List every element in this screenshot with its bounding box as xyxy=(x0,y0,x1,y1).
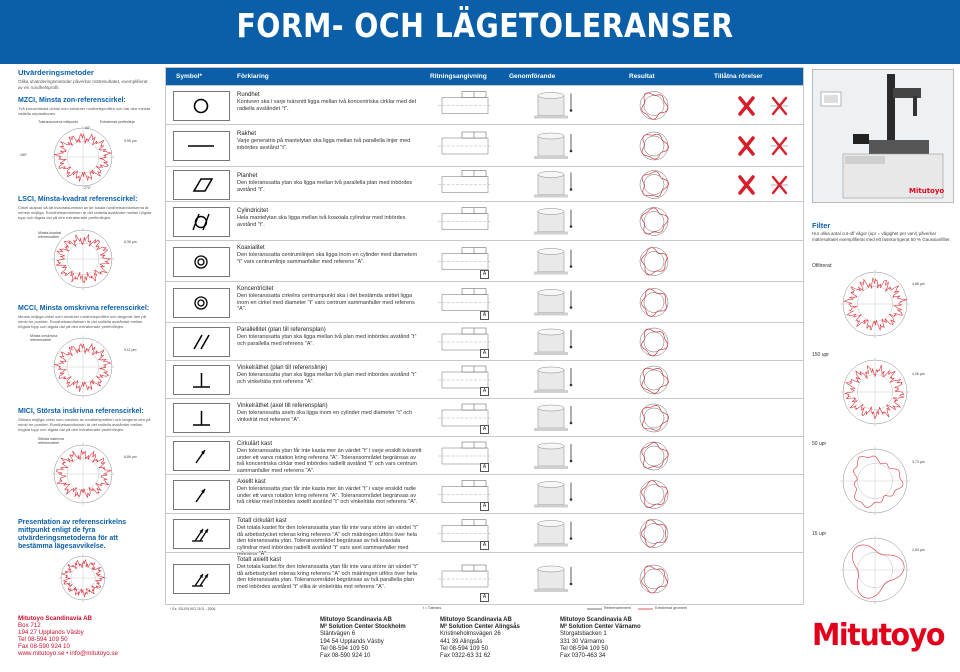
row-title: Totalt axiellt kast xyxy=(237,557,282,563)
lsci-caption-1: Minsta-kvadrat referenscirkel xyxy=(38,231,61,239)
result-sketch xyxy=(618,284,698,326)
unfiltered-value: 4,88 µm xyxy=(912,282,925,286)
result-sketch xyxy=(618,88,698,128)
row-description: Den toleranssatta axeln ska ligga inom en cylinder med diameter "t" och vinkelrät mot referens "A". xyxy=(237,410,413,423)
filter-150-value: 4,06 µm xyxy=(912,372,925,376)
drawing-indication xyxy=(428,517,506,555)
address-line: Släntvägen 6 xyxy=(320,631,356,638)
drawing-indication xyxy=(428,364,506,401)
not-allowed-x-icon xyxy=(738,96,755,116)
circle-symbol-icon xyxy=(173,91,230,121)
table-row xyxy=(166,474,803,514)
mzci-caption-1: Toleranszonens mittpunkt xyxy=(38,120,78,124)
execution-sketch xyxy=(516,401,606,440)
footer-company xyxy=(18,616,158,657)
execution-sketch xyxy=(516,169,606,205)
row-title: Totalt cirkulärt kast xyxy=(237,518,287,524)
datum-label: A xyxy=(480,502,489,511)
col-result: Resultat xyxy=(629,73,655,80)
table-header xyxy=(166,68,803,85)
cylindricity-symbol-icon xyxy=(173,207,230,237)
row-title: Koaxialitet xyxy=(237,245,265,251)
row-description: Konturen ska i varje tvärsnitt ligga mellan två koncentriska cirklar med det radiella avståndet "t". xyxy=(237,99,417,112)
address-line: Tel 08-594 109 50 xyxy=(560,645,609,652)
table-row xyxy=(166,281,803,323)
page-header xyxy=(0,0,960,64)
concentric-symbol-icon xyxy=(173,247,230,277)
address-line: Fax 08-590 924 10 xyxy=(320,653,371,660)
row-description: Hela mantelytan ska ligga mellan två koaxiala cylindrar med inbördes avstånd "t". xyxy=(237,215,406,228)
address-varnamo xyxy=(560,617,641,660)
roundness-machine-image xyxy=(812,69,954,203)
col-allowed-moves: Tillåtna rörelser xyxy=(714,73,763,80)
table-row xyxy=(166,322,803,361)
mzci-desc: Två koncentriska cirklar som omsluter rundhetsprofilen och har den minsta radiella separationen. xyxy=(18,106,151,116)
footer-company-line: Box 712 xyxy=(18,621,41,629)
execution-sketch xyxy=(516,555,606,608)
table-footnote: * Ex. SS-EN ISO 1101 : 2006 xyxy=(170,607,216,611)
drawing-indication xyxy=(428,285,506,325)
address-stockholm xyxy=(320,617,406,660)
address-line: Mitutoyo Scandinavia AB xyxy=(560,617,632,623)
row-title: Planhet xyxy=(237,173,258,179)
address-line: Mitutoyo Scandinavia AB xyxy=(440,617,512,623)
mitutoyo-logo: Mitutoyo xyxy=(812,618,945,653)
address-line: Storgatsbacken 1 xyxy=(560,631,607,638)
table-row xyxy=(166,201,803,241)
mcci-title: MCCI, Minsta omskrivna referenscirkel: xyxy=(18,305,150,312)
result-sketch xyxy=(618,439,698,478)
drawing-indication xyxy=(428,402,506,439)
not-allowed-x-icon xyxy=(738,136,755,156)
line-symbol-icon xyxy=(173,131,230,161)
row-description: Det totala kastet för den toleranssatta ytan får inte vara större än värdet "t" då arbetsstycket roteras kring referens "A" och mätningen utförs över hela den toleranssatta ytan. Toleransområdet begränsas av två koaxiala cylindrar med inbördes radiellt avstånd "t" vars axel sammanfaller med referens "A". xyxy=(237,525,418,557)
legend-tolerance: t = Tolerans xyxy=(423,606,442,610)
totalrunout-symbol-icon xyxy=(173,519,230,549)
execution-sketch xyxy=(516,439,606,478)
legend-lines xyxy=(585,606,695,612)
execution-sketch xyxy=(516,204,606,244)
mici-title: MICI, Största inskrivna referenscirkel: xyxy=(18,408,144,415)
filter-15-polar-plot xyxy=(830,534,920,606)
intro-title: Utvärderingsmetoder xyxy=(18,68,94,77)
result-sketch xyxy=(618,127,698,170)
address-line: Kristineholmsvägen 26 xyxy=(440,631,501,638)
totalrunout-symbol-icon xyxy=(173,564,230,594)
datum-label: A xyxy=(480,349,489,358)
drawing-indication xyxy=(428,440,506,477)
execution-sketch xyxy=(516,284,606,326)
datum-label: A xyxy=(480,387,489,396)
row-description: Varje generatris på mantelytan ska ligga mellan två parallella linjer med inbördes avstånd "t". xyxy=(237,138,411,151)
col-symbol: Symbol* xyxy=(176,73,203,80)
angle-label-left: 180° xyxy=(20,153,28,157)
mzci-title: MZCI, Minsta zon-referenscirkel: xyxy=(18,97,126,104)
row-description: Den toleranssatta ytan får inte kasta mer än värdet "t" i varje enskild radie under ett varvs rotation kring referens "A". Toleransområdet begränsas av två cirklar med inbördes axiellt avstånd "t" och vinkelräta mot referens "A". xyxy=(237,486,418,505)
concentric-symbol-icon xyxy=(173,288,230,318)
not-allowed-x-icon xyxy=(771,136,788,156)
execution-sketch xyxy=(516,516,606,556)
execution-sketch xyxy=(516,477,606,517)
result-sketch xyxy=(618,555,698,608)
drawing-indication xyxy=(428,170,506,204)
table-row xyxy=(166,166,803,202)
table-row xyxy=(166,552,803,605)
datum-label: A xyxy=(480,593,489,602)
address-line: Tel 08-594 109 50 xyxy=(440,645,489,652)
mici-desc: Största möjliga cirkel som omsluts av rundhetsprofilen och tangerar den på minst tre punkter. Rundhetsavvikelsen är det radiella avståndet mellan högsta topp och lägsta dal på den extraherade periferilinjen. xyxy=(18,417,151,432)
presentation-polar-plot xyxy=(38,552,128,604)
drawing-indication xyxy=(428,556,506,607)
mcci-value: 9,11 µm xyxy=(124,348,137,352)
table-row xyxy=(166,240,803,282)
not-allowed-x-icon xyxy=(771,175,788,195)
result-sketch xyxy=(618,243,698,285)
col-drawing: Ritningsangivning xyxy=(430,73,487,80)
datum-label: A xyxy=(480,541,489,550)
mcci-desc: Minsta möjliga cirkel som omsluter rundhetsprofilen och tangerar den på minst tre punkter. Rundhetsavvikelsen är det radiella avståndet mellan högsta topp och lägsta dal på den extraherade periferilinjen. xyxy=(18,314,146,329)
filter-desc: Hur olika antal cut-off vågor (upr = vågighet per varv) påverkar mätresultatet exemplifierat med ett fasskorrigerat 50 % Gaussianfilter. xyxy=(812,231,951,242)
mici-polar-plot xyxy=(38,441,128,507)
runout-symbol-icon xyxy=(173,441,230,471)
unfiltered-label: Ofiltrerat: xyxy=(812,263,833,269)
lsci-title: LSCI, Minsta-kvadrat referenscirkel: xyxy=(18,196,138,203)
filter-50-value: 3,73 µm xyxy=(912,460,925,464)
angle-label-bottom: 270° xyxy=(84,186,92,190)
mici-value: 6,86 µm xyxy=(124,455,137,459)
filter-150-polar-plot xyxy=(830,356,920,428)
row-description: Den toleranssatta centrumlinjen ska ligga inom en cylinder med diametern "t" vars centrumlinje sammanfaller med referens "A". xyxy=(237,252,418,265)
not-allowed-x-icon xyxy=(771,96,788,116)
row-title: Rakhet xyxy=(237,131,257,137)
footer-company-line: 194 27 Upplands Väsby xyxy=(18,628,84,636)
result-sketch xyxy=(618,363,698,402)
filter-15-label: 15 upr xyxy=(812,531,827,537)
row-title: Cylindricitet xyxy=(237,208,269,214)
filter-50-polar-plot xyxy=(830,445,920,517)
address-line: 331 30 Värnamo xyxy=(560,638,605,645)
address-line: Fax 0322-63 31 62 xyxy=(440,653,491,660)
runout-symbol-icon xyxy=(173,480,230,510)
result-sketch xyxy=(618,325,698,364)
address-line: Tel 08-594 109 50 xyxy=(320,645,369,652)
drawing-indication xyxy=(428,244,506,284)
parallel-symbol-icon xyxy=(173,327,230,357)
drawing-indication xyxy=(428,326,506,363)
parallelogram-symbol-icon xyxy=(173,170,230,200)
page-title: FORM- OCH LÄGETOLERANSER xyxy=(236,6,734,45)
table-row xyxy=(166,360,803,399)
result-sketch xyxy=(618,169,698,205)
not-allowed-x-icon xyxy=(738,175,755,195)
address-line: M³ Solution Center Alingsås xyxy=(440,624,520,631)
row-title: Cirkulärt kast xyxy=(237,441,273,447)
result-sketch xyxy=(618,516,698,556)
datum-label: A xyxy=(480,270,489,279)
row-title: Parallellitet (plan till referensplan) xyxy=(237,327,326,333)
intro-desc: Olika utvärderingsmetoder påverkar mätresultatet, exemplifierat av en rundhetsprofil. xyxy=(18,79,148,90)
lsci-value: 6,36 µm xyxy=(124,240,137,244)
address-line: M³ Solution Center Stockholm xyxy=(320,624,406,631)
table-row xyxy=(166,124,803,167)
row-title: Axiellt kast xyxy=(237,479,266,485)
row-title: Koncentricitet xyxy=(237,286,274,292)
datum-label: A xyxy=(480,425,489,434)
col-explanation: Förklaring xyxy=(237,73,269,80)
drawing-indication xyxy=(428,89,506,127)
perpendicular-symbol-icon xyxy=(173,365,230,395)
table-row xyxy=(166,398,803,437)
drawing-indication xyxy=(428,128,506,169)
unfiltered-polar-plot xyxy=(830,268,920,340)
row-description: Den toleranssatta ytan ska ligga mellan två plan med inbördes avstånd "t" och vinkelräta mot referens "A". xyxy=(237,372,417,385)
legend-reference: Referenselement xyxy=(604,606,631,610)
filter-15-value: 2,84 µm xyxy=(912,548,925,552)
lsci-desc: Cirkel skapad så att kvadratsumman av de lokala rundhetsavvikelserna är minsta möjliga. Rundhetsavvikelsen är det radiella avståndet mellan högsta topp och lägsta dal på den extraherade periferilinjen. xyxy=(18,205,152,220)
execution-sketch xyxy=(516,88,606,128)
mzci-caption-2: Extraherad periferilinje xyxy=(100,120,136,124)
table-row xyxy=(166,85,803,125)
row-description: Den toleranssatta ytan ska ligga mellan två plan med inbördes avstånd "t" och parallella med referens "A". xyxy=(237,334,417,347)
row-description: Den toleranssatta ytan ska ligga mellan två parallella plan med inbördes avstånd "t". xyxy=(237,180,413,193)
filter-50-label: 50 upr xyxy=(812,441,827,447)
svg-text:Mitutoyo: Mitutoyo xyxy=(909,187,945,195)
footer-company-line: Fax 08-590 924 10 xyxy=(18,642,70,650)
row-title: Vinkelräthet (axel till referensplan) xyxy=(237,403,328,409)
row-title: Rundhet xyxy=(237,92,260,98)
mcci-polar-plot xyxy=(38,334,128,400)
address-line: 441 39 Alingsås xyxy=(440,638,483,645)
execution-sketch xyxy=(516,325,606,364)
footer-company-line: Tel 08-594 109 50 xyxy=(18,635,68,643)
execution-sketch xyxy=(516,363,606,402)
row-description: Den toleranssatta cirkelns centrumpunkt ska i det bestämda snittet ligga inom en cirkel med diameter "t" vars centrum sammanfaller med referens "A". xyxy=(237,293,415,312)
lsci-polar-plot xyxy=(38,226,128,292)
perpendicular-symbol-icon xyxy=(173,403,230,433)
address-line: Mitutoyo Scandinavia AB xyxy=(320,617,392,623)
table-row xyxy=(166,513,803,557)
footer-company-line: Mitutoyo Scandinavia AB xyxy=(18,615,93,622)
row-title: Vinkelräthet (plan till referenslinje) xyxy=(237,365,328,371)
mcci-caption-1: Minsta omskrivna referenscirkel xyxy=(30,334,58,342)
filter-150-label: 150 upr xyxy=(812,352,829,358)
filter-title: Filter xyxy=(812,221,831,230)
execution-sketch xyxy=(516,243,606,285)
result-sketch xyxy=(618,204,698,244)
footer-website-link[interactable]: www.mitutoyo.se • info@mitutoyo.se xyxy=(18,649,118,657)
datum-label: A xyxy=(480,463,489,472)
row-description: Den toleranssatta ytan får inte kasta mer än värdet "t" i varje enskilt tvärsnitt under ett varvs rotation kring referens "A". Toleransområdet begränsas av två koncentriska cirklar med inbördes radiellt avstånd "t" och vars centrum sammanfaller med referens "A". xyxy=(237,448,422,474)
mzci-polar-plot xyxy=(38,124,128,190)
address-alingsas xyxy=(440,617,520,660)
presentation-title: Presentation av referenscirkelns mittpunkt enligt de fyra utvärderingsmetoderna för att bestämma lägesavvikelse. xyxy=(18,519,127,550)
row-description: Det totala kastet för den toleranssatta ytan får inte vara större än värdet "t" då arbetsstycket roteras kring referens "A" och mätningen utförs över hela den toleranssatta ytan. Toleransområdet begränsas av två parallella plan med inbördes avstånd "t" vilka är vinkelräta mot referens "A". xyxy=(237,564,418,590)
result-sketch xyxy=(618,401,698,440)
drawing-indication xyxy=(428,205,506,243)
angle-label-top: 90° xyxy=(85,126,91,130)
table-row xyxy=(166,436,803,475)
address-line: 194 54 Upplands Väsby xyxy=(320,638,384,645)
address-line: M³ Solution Center Värnamo xyxy=(560,624,641,631)
mici-caption-1: Största inskrivna referenscirkel xyxy=(38,437,64,445)
result-sketch xyxy=(618,477,698,517)
legend-extracted: Extraherad geometri xyxy=(655,606,687,610)
mzci-value: 5,95 µm xyxy=(124,139,137,143)
address-line: Fax 0370-463 34 xyxy=(560,653,606,660)
col-execution: Genomförande xyxy=(509,73,556,80)
drawing-indication xyxy=(428,478,506,516)
datum-label: A xyxy=(480,311,489,320)
execution-sketch xyxy=(516,127,606,170)
